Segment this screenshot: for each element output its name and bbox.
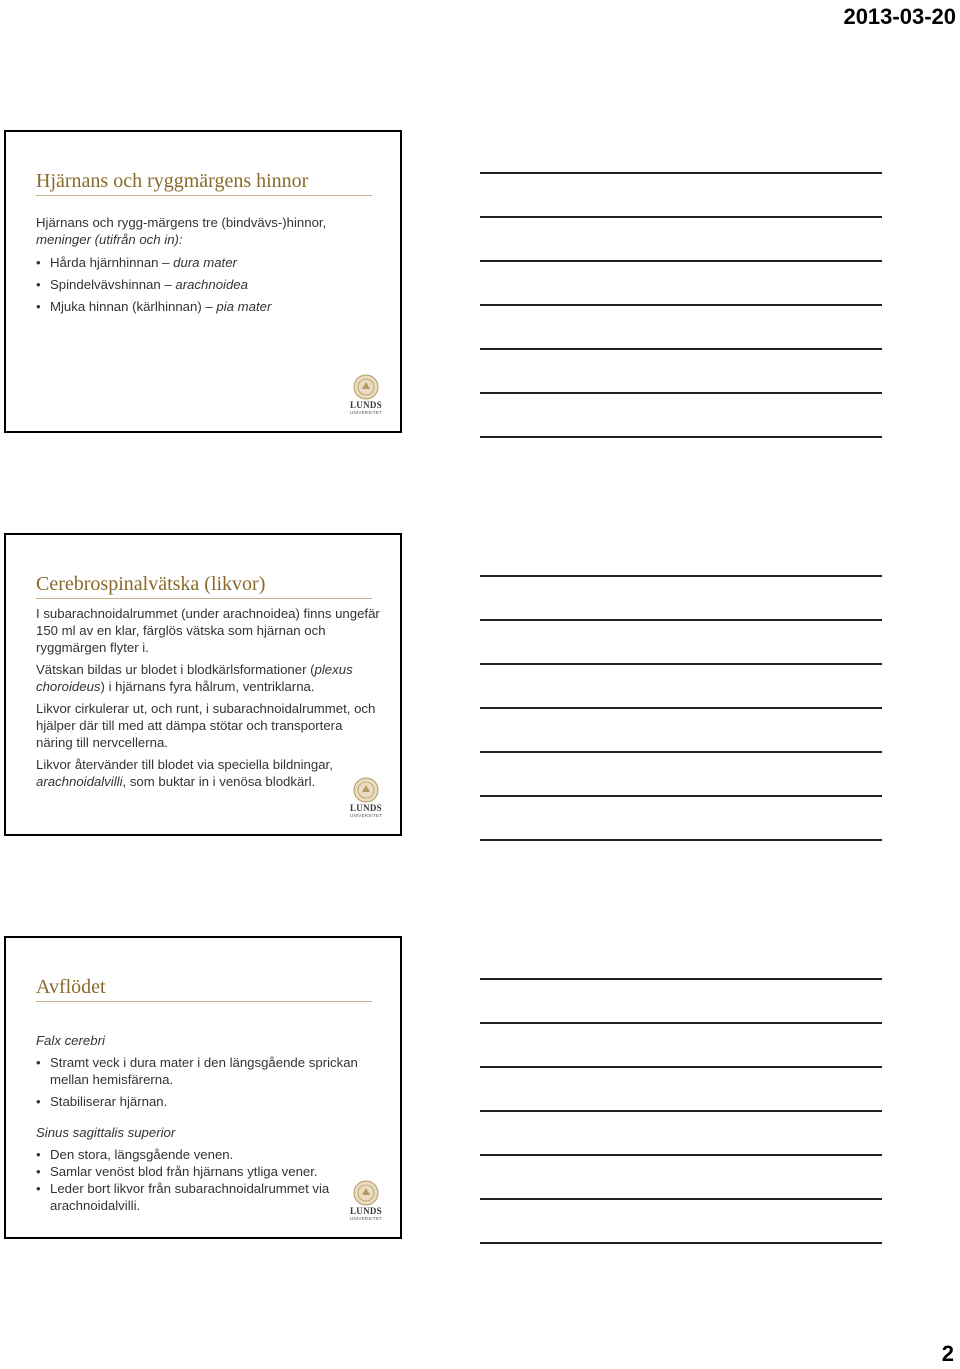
paragraph-term: arachnoidalvilli bbox=[36, 774, 123, 789]
slide-body bbox=[36, 1032, 381, 1214]
title-divider bbox=[36, 195, 372, 196]
note-line bbox=[480, 1154, 882, 1156]
bullet-list bbox=[36, 1146, 381, 1214]
note-line bbox=[480, 978, 882, 980]
note-line bbox=[480, 663, 882, 665]
note-line bbox=[480, 1242, 882, 1244]
logo-subtitle: UNIVERSITET bbox=[350, 813, 382, 818]
title-divider bbox=[36, 598, 372, 599]
logo-subtitle: UNIVERSITET bbox=[350, 1216, 382, 1221]
paragraph-text: ) i hjärnans fyra hålrum, ventriklarna. bbox=[100, 679, 315, 694]
bullet-list bbox=[36, 1054, 381, 1110]
list-item bbox=[36, 298, 381, 315]
list-item: • Samlar venöst blod från hjärnans ytliga vener. bbox=[36, 1163, 381, 1180]
note-line bbox=[480, 172, 882, 174]
note-line bbox=[480, 1110, 882, 1112]
notes-lines-3 bbox=[480, 978, 882, 1286]
logo-wordmark: LUNDS bbox=[349, 400, 382, 410]
bullet-term: arachnoidea bbox=[175, 277, 248, 292]
note-line bbox=[480, 619, 882, 621]
logo-wordmark: LUNDS bbox=[349, 1206, 382, 1216]
notes-lines-1 bbox=[480, 172, 882, 480]
paragraph-text: Vätskan bildas ur blodet i blodkärlsformationer ( bbox=[36, 662, 315, 677]
section-heading: Falx cerebri bbox=[36, 1033, 105, 1048]
paragraph: Likvor cirkulerar ut, och runt, i subarachnoidalrummet, och hjälper där till med att dämpa stötar och transportera näring till nervcellerna. bbox=[36, 701, 376, 750]
slide-body bbox=[36, 605, 381, 794]
paragraph bbox=[36, 756, 381, 790]
list-item: • Stabiliserar hjärnan. bbox=[36, 1093, 381, 1110]
paragraph-text: Likvor återvänder till blodet via speciella bildningar, bbox=[36, 757, 333, 772]
slide-2 bbox=[4, 533, 402, 836]
paragraph bbox=[36, 661, 381, 695]
bullet-list bbox=[36, 254, 381, 315]
notes-lines-2 bbox=[480, 575, 882, 883]
slide-title: Cerebrospinalvätska (likvor) bbox=[36, 573, 266, 595]
slide-title: Avflödet bbox=[36, 976, 106, 998]
list-item bbox=[36, 254, 381, 271]
note-line bbox=[480, 1022, 882, 1024]
logo-subtitle: UNIVERSITET bbox=[350, 410, 382, 415]
note-line bbox=[480, 575, 882, 577]
list-item: • Leder bort likvor från subarachnoidalrummet via arachnoidalvilli. bbox=[36, 1180, 340, 1214]
note-line bbox=[480, 1198, 882, 1200]
note-line bbox=[480, 348, 882, 350]
note-line bbox=[480, 1066, 882, 1068]
note-line bbox=[480, 795, 882, 797]
note-line bbox=[480, 839, 882, 841]
paragraph: I subarachnoidalrummet (under arachnoidea) finns ungefär 150 ml av en klar, färglös vätska som hjärnan och ryggmärgen flyter i. bbox=[36, 606, 380, 655]
logo-wordmark: LUNDS bbox=[349, 803, 382, 813]
note-line bbox=[480, 707, 882, 709]
note-line bbox=[480, 304, 882, 306]
list-item: • Den stora, längsgående venen. bbox=[36, 1146, 381, 1163]
paragraph-term: plexus choroideus bbox=[36, 662, 353, 694]
bullet-term: dura mater bbox=[173, 255, 237, 270]
note-line bbox=[480, 260, 882, 262]
note-line bbox=[480, 436, 882, 438]
intro-line: Hjärnans och rygg-märgens tre (bindvävs-)hinnor, bbox=[36, 215, 327, 230]
slide-1 bbox=[4, 130, 402, 433]
lund-university-seal-icon bbox=[346, 776, 386, 822]
note-line bbox=[480, 392, 882, 394]
bullet-text: Mjuka hinnan (kärlhinnan) – bbox=[50, 299, 217, 314]
note-line bbox=[480, 751, 882, 753]
bullet-term: pia mater bbox=[216, 299, 272, 314]
list-item bbox=[36, 276, 381, 293]
title-divider bbox=[36, 1001, 372, 1002]
slide-body bbox=[36, 214, 381, 320]
lund-university-seal-icon bbox=[346, 1179, 386, 1225]
list-item: • Stramt veck i dura mater i den längsgående sprickan mellan hemisfärerna. bbox=[36, 1054, 381, 1088]
print-date: 2013-03-20 bbox=[843, 4, 956, 29]
bullet-text: Hårda hjärnhinnan – bbox=[50, 255, 174, 270]
lund-university-seal-icon bbox=[346, 373, 386, 419]
bullet-text: Spindelvävshinnan – bbox=[50, 277, 176, 292]
note-line bbox=[480, 216, 882, 218]
page-number: 2 bbox=[941, 1341, 954, 1366]
section-heading: Sinus sagittalis superior bbox=[36, 1125, 176, 1140]
paragraph-text: , som buktar in i venösa blodkärl. bbox=[122, 774, 316, 789]
slide-title: Hjärnans och ryggmärgens hinnor bbox=[36, 170, 309, 192]
intro-line: meninger (utifrån och in): bbox=[36, 232, 183, 247]
slide-3 bbox=[4, 936, 402, 1239]
